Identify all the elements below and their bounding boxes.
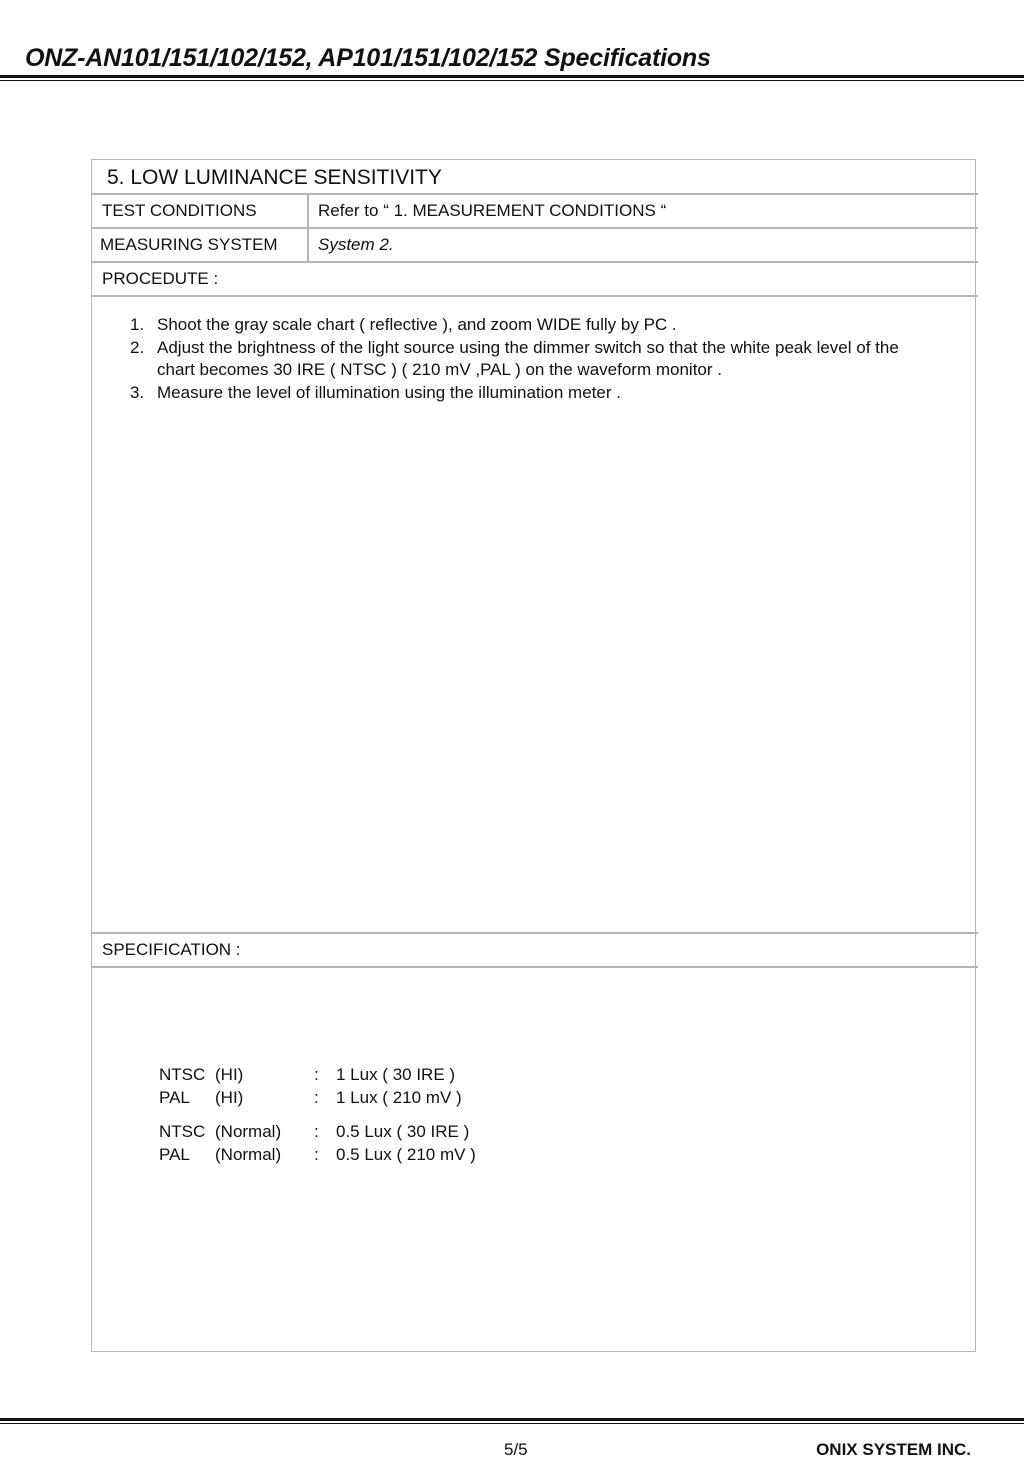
procedure-label: PROCEDUTE :	[102, 269, 219, 288]
table-column-divider	[307, 193, 309, 262]
spec-signal: NTSC	[159, 1122, 206, 1141]
measuring-system-label: MEASURING SYSTEM	[100, 235, 278, 254]
step-text: Measure the level of illumination using the illumination meter .	[157, 382, 621, 402]
spec-mode: (Normal)	[215, 1122, 282, 1141]
step-number: 2.	[130, 337, 145, 357]
table-divider	[91, 193, 978, 195]
spec-signal: PAL	[159, 1088, 190, 1107]
spec-mode: (Normal)	[215, 1145, 282, 1164]
test-conditions-label: TEST CONDITIONS	[102, 201, 257, 220]
spec-colon: :	[314, 1065, 319, 1084]
step-text: Shoot the gray scale chart ( reflective ), and zoom WIDE fully by PC .	[157, 315, 677, 334]
step-number: 1.	[130, 315, 145, 334]
test-conditions-value: Refer to “ 1. MEASUREMENT CONDITIONS “	[318, 201, 667, 220]
step-number: 3.	[130, 382, 145, 402]
footer-rule-thin	[0, 1423, 1024, 1424]
header-rule-thick	[0, 75, 1024, 78]
table-divider	[91, 261, 978, 263]
spec-value: 1 Lux ( 210 mV )	[336, 1088, 462, 1107]
procedure-steps	[130, 314, 940, 404]
table-divider	[91, 932, 978, 934]
procedure-step	[130, 382, 940, 405]
page-number: 5/5	[504, 1440, 528, 1459]
spec-mode: (HI)	[215, 1088, 244, 1107]
procedure-step	[130, 314, 940, 337]
table-divider	[91, 227, 978, 229]
spec-value: 0.5 Lux ( 210 mV )	[336, 1145, 476, 1164]
table-divider	[91, 295, 978, 297]
spec-colon: :	[314, 1145, 319, 1164]
spec-colon: :	[314, 1122, 319, 1141]
document-title: ONZ-AN101/151/102/152, AP101/151/102/152 Specifications	[25, 44, 711, 72]
specification-label: SPECIFICATION :	[102, 940, 241, 959]
spec-mode: (HI)	[215, 1065, 244, 1084]
measuring-system-value: System 2.	[318, 235, 394, 254]
table-divider	[91, 966, 978, 968]
spec-signal: PAL	[159, 1145, 190, 1164]
footer-rule-thick	[0, 1418, 1024, 1421]
spec-value: 0.5 Lux ( 30 IRE )	[336, 1122, 470, 1141]
company-name: ONIX SYSTEM INC.	[816, 1440, 971, 1459]
header-rule-thin	[0, 80, 1024, 81]
section-heading: 5. LOW LUMINANCE SENSITIVITY	[107, 166, 442, 189]
spec-signal: NTSC	[159, 1065, 206, 1084]
spec-colon: :	[314, 1088, 319, 1107]
spec-value: 1 Lux ( 30 IRE )	[336, 1065, 456, 1084]
procedure-step	[130, 337, 940, 382]
step-text: Adjust the brightness of the light source using the dimmer switch so that the white peak level of the chart becomes 30 IRE ( NTSC ) ( 210 mV ,PAL ) on the waveform monitor .	[157, 337, 899, 379]
